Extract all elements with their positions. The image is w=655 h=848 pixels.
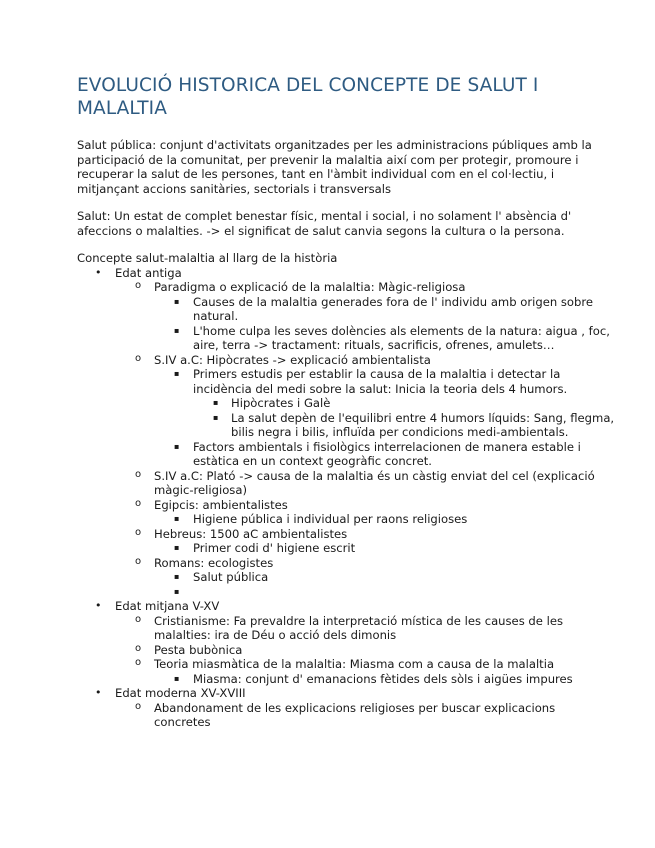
list-item-romans [115,556,615,600]
list-item-paradigma [115,280,615,353]
list-item: ▪ Primer codi d' higiene escrit [154,541,615,556]
list-item: ▪ Causes de la malaltia generades fora de l' individu amb origen sobre natural. [154,295,615,324]
list-item-hipocrates [115,353,615,469]
list-item-edat-moderna [77,686,615,730]
sublist-mitjana [115,614,615,687]
sublist-moderna [115,701,615,730]
document-title: EVOLUCIÓ HISTORICA DEL CONCEPTE DE SALUT I MALALTIA [77,75,539,119]
list-item: ▪ Salut pública [154,570,615,585]
list-item-plato: o S.IV a.C: Plató -> causa de la malaltia és un càstig enviat del cel (explicació màgic-religiosa) [115,469,615,498]
list-item-label: Primers estudis per establir la causa de la malaltia i detectar la incidència del medi sobre la salut: Inicia la teoria dels 4 humors. [193,367,568,396]
list-item-label: Edat antiga [115,265,182,280]
list-item-edat-antiga [77,266,615,600]
list-item-egipcis [115,498,615,527]
sublist-hebreus [154,541,615,556]
list-item: ▪ Factors ambientals i fisiològics interrelacionen de manera estable i estàtica en un context geogràfic concret. [154,440,615,469]
list-item-empty [154,585,615,600]
list-item: ▪ Higiene pública i individual per raons religioses [154,512,615,527]
sublist-egipcis [154,512,615,527]
list-item: ▪ La salut depèn de l'equilibri entre 4 humors líquids: Sang, flegma, bilis negra i bilis, influïda per condicions medi-ambientals. [193,411,615,440]
list-item-label: Paradigma o explicació de la malaltia: Màgic-religiosa [154,280,466,294]
list-item: o Abandonament de les explicacions religioses per buscar explicacions concretes [115,701,615,730]
list-item-label: Edat mitjana V-XV [115,599,220,613]
list-item-label: Teoria miasmàtica de la malaltia: Miasma com a causa de la malaltia [154,657,555,671]
list-item: ▪ L'home culpa les seves dolències als elements de la natura: aigua , foc, aire, terra -> tractament: rituals, sacrificis, ofrenes, amulets… [154,324,615,353]
list-item-label: Egipcis: ambientalistes [154,497,288,512]
sublist-antiga [115,280,615,599]
list-item-label: Hebreus: 1500 aC ambientalistes [154,526,348,541]
outline-list [77,266,615,730]
list-item-label: Edat moderna XV-XVIII [115,686,246,700]
sublist-hipocrates [154,367,615,469]
paragraph-salut: Salut: Un estat de complet benestar físic, mental i social, i no solament l' absència d' afeccions o malalties. -> el significat de salut canvia segons la cultura o la persona. [77,209,572,238]
list-item-label: S.IV a.C: Hipòcrates -> explicació ambientalista [154,352,431,367]
list-item-label: Romans: ecologistes [154,555,274,570]
list-item-primers-estudis [154,367,615,440]
sublist-miasma [154,672,615,687]
list-item: ▪ Hipòcrates i Galè [193,396,615,411]
paragraph-salut-publica: Salut pública: conjunt d'activitats organitzades per les administracions públiques amb la participació de la comunitat, per prevenir la malaltia així com per protegir, promoure i recuperar la salut de les persones, tant en l'àmbit individual com en el col·lectiu, i mitjançant accions sanitàries, sectorials i transversals [77,138,592,196]
list-item-pesta: o Pesta bubònica [115,643,615,658]
list-item-hebreus [115,527,615,556]
list-item-teoria-miasmatica [115,657,615,686]
list-item-cristianisme: o Cristianisme: Fa prevaldre la interpretació mística de les causes de les malalties: ira de Déu o acció dels dimonis [115,614,615,643]
list-item: ▪ Miasma: conjunt d' emanacions fètides dels sòls i aigües impures [154,672,615,687]
paragraph-intro: Concepte salut-malaltia al llarg de la història [77,251,338,265]
sublist-humors [193,396,615,440]
sublist-romans [154,570,615,599]
sublist-paradigma [154,295,615,353]
list-item-edat-mitjana [77,599,615,686]
